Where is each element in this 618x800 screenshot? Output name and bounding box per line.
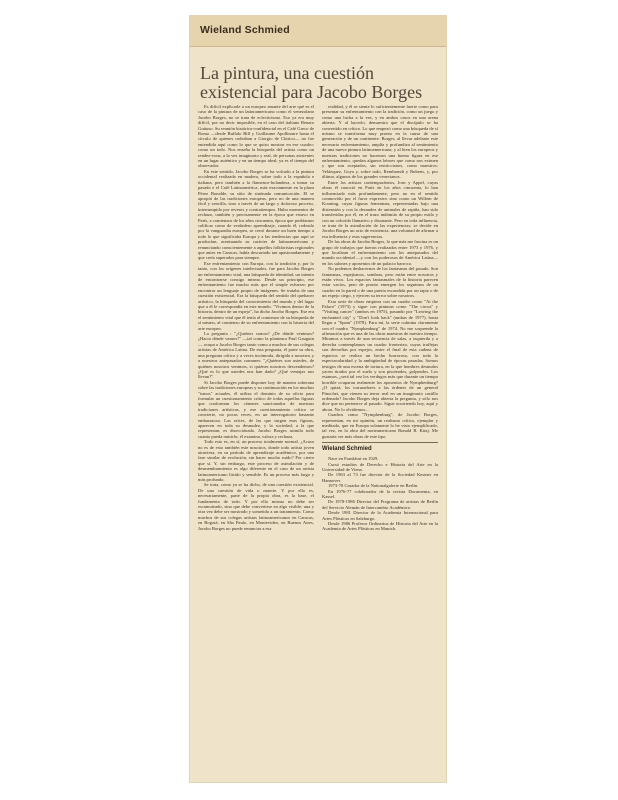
article-paragraph: Se trata, como ya se ha dicho, de una cuestión existencial. De una cuestión de vida o muerte. Y por ello es, necesariamente, parte de la propia obra, es la base, el fundamento de todo. Y por ello mismo no debe ser escamoteado, sino que debe convertirse en algo visible; una y otra vez debe ser mostrado y sometido a un tratamiento. Como muchos de sus colegas artistas latinoamericanos en Caracas, en Bogotá, en São Paulo, en Montevideo, en Buenos Aires, Jacobo Borges no puede renunciar a esa <box>198 482 314 531</box>
bio-entry: Nace en Frankfurt en 1929. <box>328 456 379 462</box>
bio-entry: Desde 1981 Director de la Academia Internacional para Artes Plásticas en Salzburgo. <box>322 510 438 521</box>
left-column <box>198 104 314 764</box>
article-paragraph: En este sentido, Jacobo Borges se ha volcado a la pintura occidental realizada en madera, sobre todo a la española e italiana, pero también a la flamenco-holandesa, a tomar su pasado e el Café Latinoamérica, más exactamente en la plaza Pérez Bonalde, su sitio de sinónada comunicación. El se apropió de las tradiciones europeas, pero no de una manera fácil y sencilla, sino a través de un largo y doloroso proceso, interrumpido por reveses y contratiempos. Hubo momentos de rechazo, también y precisamente en la época que estuvo en París, a comienzos de los años cincuenta, época que podríamos calificar como de verdadero aprendizaje, cuando él, rodeado por la vanguardia europea, se cerró durante un buen tiempo a todo lo que significaba Europa y a las tendencias que aquí se producían, acentuando su carácter de latinoamericano y renunciando conscientemente a aquellos folkloristas regionales que antes en Caracas, había descartado tan apasionadamente y que creía superados para siempre. <box>198 168 314 261</box>
article-paragraph: Es difícil explicarle a un europeo amante del arte qué es el caso de la pintura de un latinoamericano como el venezolano Jacobo Borges, no se trata de eclecticismo. Eso ya era muy difícil, por no decir imposible, en el caso del italiano Renato Guttuso. Su reunión histórica-confidencial en el Café Greco de Roma —desde Buffalo Bill y Guillaume Apollinaire hasta el círculo de quienes rodeaban a Giorgio de Chirico— no fue entendida aquí como lo que se quiso mostrar en ese cuadro: como un todo. Nos enseña la búsqueda del artista como un rendez-vous, a la vez imaginario y real, de personas asistentes en un lugar auténtico y en un tiempo ideal; ya es el tiempo del observador. <box>198 104 314 169</box>
author-name: Wieland Schmied <box>200 24 290 36</box>
bio-entry: 1973-78 Curador de la Nationalgalerie en Berlín. <box>328 483 419 489</box>
bio-entry: De 1978-1986 Director del Programa de artistas de Berlín del Servicio Alemán de Intercambio Académico. <box>322 499 438 510</box>
right-column <box>322 104 438 764</box>
article-paragraph: Si Jacobo Borges puede disponer hoy de manera soberana sobre las tradiciones europeas y su continuación en los muchos "ismos" actuales, él utiliza el dominio de su oficio para formular un cuestionamiento crítico de todas aquellas figuras que conforman los cánones sancionados de nuestras tradiciones artísticas, y ese cuestionamiento crítico se convierte, no pocas veces, en un interrogatorio bastante embarazoso. Las raíces, de las que surgen esas figuras, aparecen en toda su desnudez, y la sociedad, a la que representan, es disecciónada. Jacobo Borges asimila todo cuanto pueda nutrirlo; él examina, valora y rechaza. <box>198 379 314 439</box>
article-paragraph: De las obras de Jacobo Borges, lo que más me fascina es un grupo de trabajos que fueron realizados entre 1973 y 1976, y que localizan el enfrentamiento con los antepasados del mundo occidental —y con los poderosos de América Latina— en los salones y aposentos de un palacio barroco. <box>322 239 438 266</box>
article-paragraph: Esta serie de obras empieza con un cuadro como "At the Palace" (1973) y sigue con pinturas como "The circus" y "Visiting cancer" (ambos en 1975), pasando por "Leaving the enchanted city" y "Don't look back" (ambas de 1977), hasta llegar a "Spain" (1978). Para mí, la serie culmina claramente con el cuadro "Nymphenburg" de 1974. No me sorprende la afirmación que es una de las obras maestras de nuestro tiempo. Miramos a través de una secuencia de salas, a izquierda y a derecha contemplamos un cuadro fronterizo, cuyas truffejas son devueltas por espejos, entre el final de esta cadena de espacios se realiza un hecho horroroso, con toda la espectacularidad y la ambigüedad de épocas pasadas. Somos testigos de una escena de tortura, en la que hombres desnudos yacen tirados por el suelo y son pisoteados, golpeados. Los estamos, ¿será tal vez los verdugos más que durante un tiempo horrible ocuparan realmente los aposentos de Nymphenburg? ¿O quizá, los torturadores a las órdenes de un general Pinochet, que vienen su terror real en un imaginario castillo ordenado? Jacobo Borges deja abierta la pregunta, y sólo nos dice que no pertenece al pasado. Sigue ocurriendo hoy, aquí y ahora. No lo olvidemos... <box>322 298 438 412</box>
bio-entry: Cursó estudios de Derecho e Historia del Arte en la Universidad de Viena. <box>322 461 438 472</box>
article-paragraph: Ese enfrentamiento con Europa, con la tradición y, por lo tanto, con los orígenes intelectuales, fue para Jacobo Borges un enfrentamiento vital, una búsqueda de identidad, un intento de encontrarse consigo mismo. Desde un principio, ese enfrentamiento fue mucho más que el simple esfuerzo por encontrar un lenguaje propio de imágenes. Se trataba de una cuestión existencial. Era la búsqueda del sentido del quehacer artístico, la búsqueda del conocimiento del mundo y del lugar que a él le correspondía en este mundo. "Vivimos dentro de la historia, dentro de un espejo", ha dicho Jacobo Borges. Ese era el sentimiento vital que él tenía al comienzo de su búsqueda de sí mismo, al comienzo de su enfrentamiento con la historia del arte europeo. <box>198 260 314 331</box>
article-paragraph: realidad, y él se siente lo suficientemente fuerte como para presentar su enfrentamiento con la tradición, como un juego y como una lucha a la vez, y en ambos casos en una arena abierta. Y al hacerlo, demuestra que el discípulo se ha convertido en crítico. Lo que empezó como una búsqueda de sí mismo se transforma muy pronto en la causa de una generación y de un continente. Borges, al llevar adelante este necesario enfrentamiento, amplía y profundiza al sentimiento de una nueva pintura latinoamericana, y al bien los europeos y nuestras tradiciones no hacemos una buena figura en ese enfrentamiento, quedan algunos héroes que como nos eximen y que son aceptados, sin restricciones, como maestros: Velázquez, Goya y, sobre todo, Rembrandt y Rubens, y, por último, algunos de los grandes venecianos. <box>322 104 438 180</box>
article-paragraph: Cuadros como "Nymphenburg", de Jacobo Borges, representan, en mi opinión, un realismo crítico, ejemplar y meditado, que en Europa solamente lo he visto ejemplificado, tal vez, en la obra del norteamericano Ronald B. Kitaj. Me gustaría ver más obras de este tipo. <box>322 412 438 439</box>
article-paragraph: La pregunta : "¿Quiénes somos? ¿De dónde venimos? ¿Hacia dónde vamos?" —tal como la planteara Paul Gauguin— ocupa a Jacobo Borges tanto como a muchos de sus colegas artistas de América Latina. De esta pregunta, él parte su obra, una pregunta crítica y a veces incómoda, dirigida a nosotros y a nuestros antepasados comunes: "¿Quiénes son ustedes, de quiénes nosotros venimos, si quiénes nosotros descendemos? ¿Qué es lo que ustedes nos han dado? ¿Qué ventajas nos llevan?". <box>198 331 314 380</box>
article-paragraph: No podemos deshacernos de los fantasmas del pasado. Son fantasmas, espejismos, sombras, pero están entre nosotros y están vivos. Los espacios fantasmales de la historia parecen estar vacíos, pero de pronto emergen los seguimos de un cuadro en la pared o de una puerta escondida por un tapiz o de un espejo ciego, y ejercen su terror sobre nosotros. <box>322 266 438 299</box>
bio-entry: Desde 1986 Profesor Ordinarius de Historia del Arte en la Academia de Artes Plásticas en Munich. <box>322 521 438 532</box>
author-band <box>190 16 446 47</box>
article-paragraph: Entre los artistas contemporáneos, Jorn y Appel, cuyas obras él conoció en París en los años cincuenta, lo han influenciado más profundamente, pero no en el sentido conmovido por el furor expresivo sino como un Willem de Kooning, cuyas figuras femeninas, representadas bajo una distensión y con la desnudez de animales de rapiña, han sido transferidas por él, en el trazo indómito de su propio estilo y con un colorido llamativo y disonante. Pero en toda influencia, se trata de la asimilación de las experiencias, se decide en Jacobo Borges un acto de existencia, una voluntad de afirmar a esa influencia y esas sugerencias. <box>322 179 438 239</box>
newspaper-clipping <box>190 16 446 782</box>
bio-entry: De 1963 al 73 fue director de la Sociedad Kestner en Hannover. <box>322 472 438 483</box>
bio-heading: Wieland Schmied <box>322 442 438 453</box>
bio-entry: En 1976-77 colaborador de la revista Documenta, en Kassel. <box>322 488 438 500</box>
article-headline: La pintura, una cuestión existencial para Jacobo Borges <box>200 63 423 103</box>
article-paragraph: Todo esto es, en sí, un proceso totalmente normal. ¿Acaso no es de esto también este nosotros, donde todo artista joven atraviesa, en su período de aprendizaje académico, por una fase similar de evolución, sin hacer mucho ruido? Por cierto que sí. Y, sin embargo, este proceso de asimilación y de desmembramiento es algo diferente en el caso de un artista latinoamericano lúcido y sensible. Es un proceso más largo y más profundo. <box>198 439 314 483</box>
